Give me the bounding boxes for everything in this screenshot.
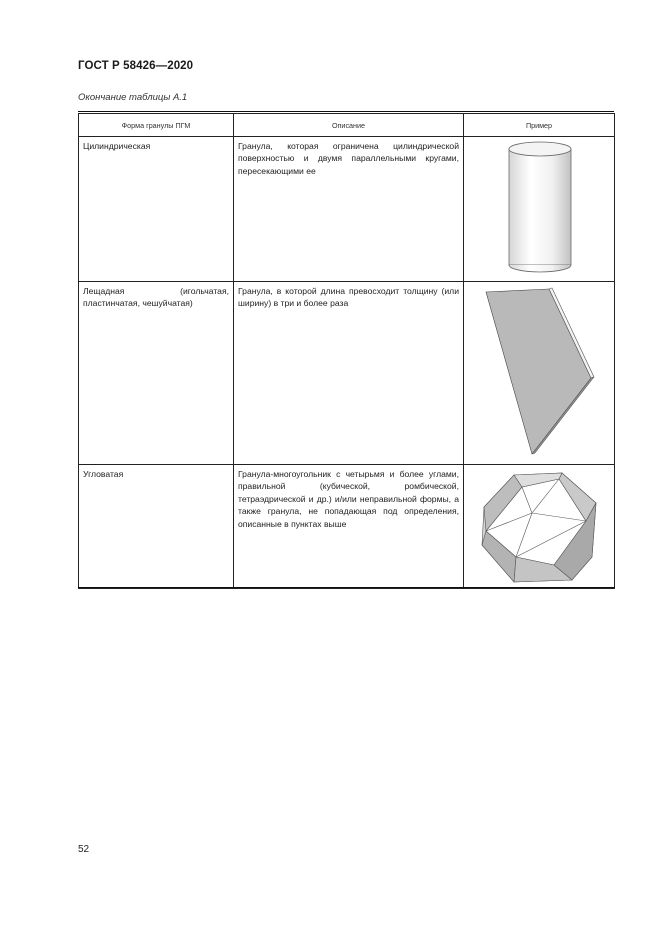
document-header: ГОСТ Р 58426—2020 (78, 60, 194, 72)
example-cell (464, 137, 615, 282)
table-row (79, 465, 615, 589)
angular-polyhedron-icon (464, 465, 615, 588)
shape-name: Цилиндрическая (83, 141, 151, 151)
table-header-row (79, 114, 615, 137)
shape-description: Гранула, в которой длина превосходит толщину (или ширину) в три и более раза (238, 286, 459, 309)
shape-name: Угловатая (83, 469, 124, 479)
table-top-rule (78, 111, 614, 112)
shape-cell (79, 282, 234, 465)
shape-cell (79, 137, 234, 282)
example-cell (464, 282, 615, 465)
description-cell (234, 137, 464, 282)
shape-description: Гранула-многоугольник с четырьмя и более углами, правильной (кубической, ромбической, тетраэдрической и др.) и/или неправильной формы, а также гранула, не попадающая под определения, описанные в пунктах выше (238, 469, 459, 529)
granule-shape-table (78, 113, 615, 589)
flake-plate-icon (464, 282, 615, 464)
table-caption: Окончание таблицы А.1 (78, 92, 188, 103)
page-number: 52 (78, 844, 90, 855)
table-row (79, 282, 615, 465)
table-row (79, 137, 615, 282)
description-cell (234, 465, 464, 589)
table-bottom-rule (78, 587, 614, 588)
shape-description: Гранула, которая ограничена цилиндрической поверхностью и двумя параллельными кругами, пересекающими ее (238, 141, 459, 176)
header-description: Описание (234, 114, 464, 137)
header-shape: Форма гранулы ПГМ (79, 114, 234, 137)
description-cell (234, 282, 464, 465)
header-example: Пример (464, 114, 615, 137)
shape-cell (79, 465, 234, 589)
example-cell (464, 465, 615, 589)
shape-name: Лещадная (игольчатая, пластинчатая, чешуйчатая) (83, 286, 229, 309)
cylinder-icon (464, 137, 615, 281)
